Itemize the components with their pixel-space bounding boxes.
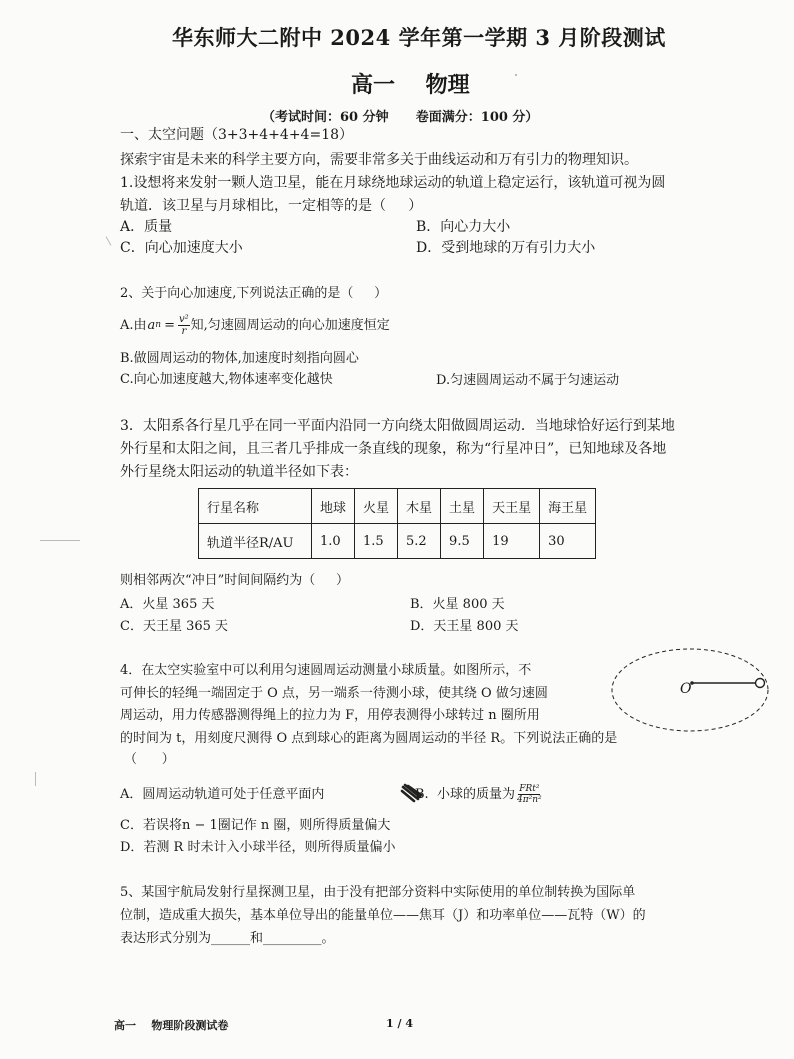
q2-option-a bbox=[120, 310, 390, 340]
table-header-cell: 行星名称 bbox=[199, 489, 312, 524]
q1-line2: 轨道．该卫星与月球相比，一定相等的是（ ） bbox=[120, 198, 423, 214]
table-header-row bbox=[199, 489, 596, 524]
q1-option-c: C．向心加速度大小 bbox=[120, 240, 243, 256]
q4-option-a: A．圆周运动轨道可处于任意平面内 bbox=[120, 787, 325, 802]
mass-formula: FRt² 4π²n² bbox=[517, 783, 542, 805]
table-cell: 19 bbox=[484, 524, 540, 559]
table-header-cell: 地球 bbox=[312, 489, 355, 524]
q1-line1: 1.设想将来发射一颗人造卫星，能在月球绕地球运动的轨道上稳定运行，该轨道可视为圆 bbox=[120, 175, 666, 191]
q4-option-c: C．若误将n − 1圈记作 n 圈，则所得质量偏大 bbox=[120, 818, 391, 833]
q5-line3: 表达形式分别为______和_________。 bbox=[120, 931, 335, 946]
figure-label-o: O bbox=[680, 681, 692, 697]
scan-speck bbox=[35, 772, 36, 786]
q3-option-a: A．火星 365 天 bbox=[120, 597, 215, 612]
centripetal-formula: a n = $\frac{\text{v²}}{r}$ bbox=[147, 313, 189, 337]
exam-meta: （考试时间：60 分钟 卷面满分：100 分） bbox=[262, 110, 539, 125]
table-cell: 9.5 bbox=[441, 524, 484, 559]
q2-stem: 2、关于向心加速度,下列说法正确的是（ ） bbox=[120, 286, 388, 301]
section-intro: 探索宇宙是未来的科学主要方向，需要非常多关于曲线运动和万有引力的物理知识。 bbox=[120, 152, 638, 168]
q4-option-b-text: 小球的质量为 bbox=[437, 786, 516, 802]
table-cell: 1.5 bbox=[355, 524, 398, 559]
table-cell: 30 bbox=[540, 524, 596, 559]
q4-line3: 周运动，用力传感器测得绳上的拉力为 F，用停表测得小球转过 n 圈所用 bbox=[120, 708, 540, 723]
q1-option-d: D．受到地球的万有引力大小 bbox=[416, 240, 596, 256]
q2-option-c: C.向心加速度越大,物体速率变化越快 bbox=[120, 372, 333, 387]
q1-option-b: B．向心力大小 bbox=[416, 219, 511, 235]
table-cell: 1.0 bbox=[312, 524, 355, 559]
table-header-cell: 木星 bbox=[398, 489, 441, 524]
q4-line2: 可伸长的轻绳一端固定于 O 点，另一端系一待测小球，使其绕 O 做匀速圆 bbox=[120, 686, 548, 701]
subject-title: 高一 物理 bbox=[351, 72, 470, 98]
q2-option-d: D.匀速圆周运动不属于匀速运动 bbox=[436, 373, 620, 388]
footer-title: 高一 物理阶段测试卷 bbox=[114, 1019, 229, 1032]
section-heading: 一、太空问题（3+3+4+4+4=18） bbox=[120, 127, 354, 143]
q3-option-b: B．火星 800 天 bbox=[410, 597, 505, 612]
q2-option-a-suffix: 知,匀速圆周运动的向心加速度恒定 bbox=[190, 317, 390, 333]
q2-option-b: B.做圆周运动的物体,加速度时刻指向圆心 bbox=[120, 351, 359, 366]
exam-title: 华东师大二附中 2024 学年第一学期 3 月阶段测试 bbox=[172, 25, 666, 50]
q1-option-a: A．质量 bbox=[120, 219, 173, 235]
q3-line1: 3．太阳系各行星几乎在同一平面内沿同一方向绕太阳做圆周运动．当地球恰好运行到某地 bbox=[120, 418, 675, 434]
ball-icon bbox=[756, 679, 765, 688]
q3-option-d: D．天王星 800 天 bbox=[410, 619, 519, 634]
q4-option-d: D．若测 R 时未计入小球半径，则所得质量偏小 bbox=[120, 840, 396, 855]
q3-question: 则相邻两次“冲日”时间间隔约为（ ） bbox=[120, 573, 349, 588]
q4-option-b bbox=[437, 780, 542, 808]
q5-line1: 5、某国宇航局发射行星探测卫星，由于没有把部分资料中实际使用的单位制转换为国际单 bbox=[120, 885, 636, 900]
table-row-label: 轨道半径R/AU bbox=[199, 524, 312, 559]
q4-line5: （ ） bbox=[124, 752, 175, 767]
scan-speck bbox=[515, 74, 517, 76]
scan-speck bbox=[40, 540, 80, 541]
table-row bbox=[199, 524, 596, 559]
table-cell: 5.2 bbox=[398, 524, 441, 559]
q4-line4: 的时间为 t，用刻度尺测得 O 点到球心的距离为圆周运动的半径 R。下列说法正确的是 bbox=[120, 731, 618, 746]
orbit-radius-table bbox=[198, 488, 596, 559]
q3-line3: 外行星绕太阳运动的轨道半径如下表： bbox=[120, 464, 358, 480]
table-header-cell: 火星 bbox=[355, 489, 398, 524]
table-header-cell: 土星 bbox=[441, 489, 484, 524]
q3-line2: 外行星和太阳之间，且三者几乎排成一条直线的现象，称为“行星冲日”，已知地球及各地 bbox=[120, 441, 667, 457]
q3-option-c: C．天王星 365 天 bbox=[120, 619, 229, 634]
table-header-cell: 天王星 bbox=[484, 489, 540, 524]
page-number: 1 / 4 bbox=[386, 1017, 413, 1030]
q2-option-a-prefix: A.由 bbox=[120, 317, 147, 333]
scan-speck bbox=[106, 236, 112, 245]
table-header-cell: 海王星 bbox=[540, 489, 596, 524]
q4-option-b-label: B. bbox=[415, 787, 429, 802]
q5-line2: 位制，造成重大损失，基本单位导出的能量单位——焦耳（J）和功率单位——瓦特（W）的 bbox=[120, 908, 646, 923]
q4-line1: 4．在太空实验室中可以利用匀速圆周运动测量小球质量。如图所示，不 bbox=[120, 663, 532, 678]
